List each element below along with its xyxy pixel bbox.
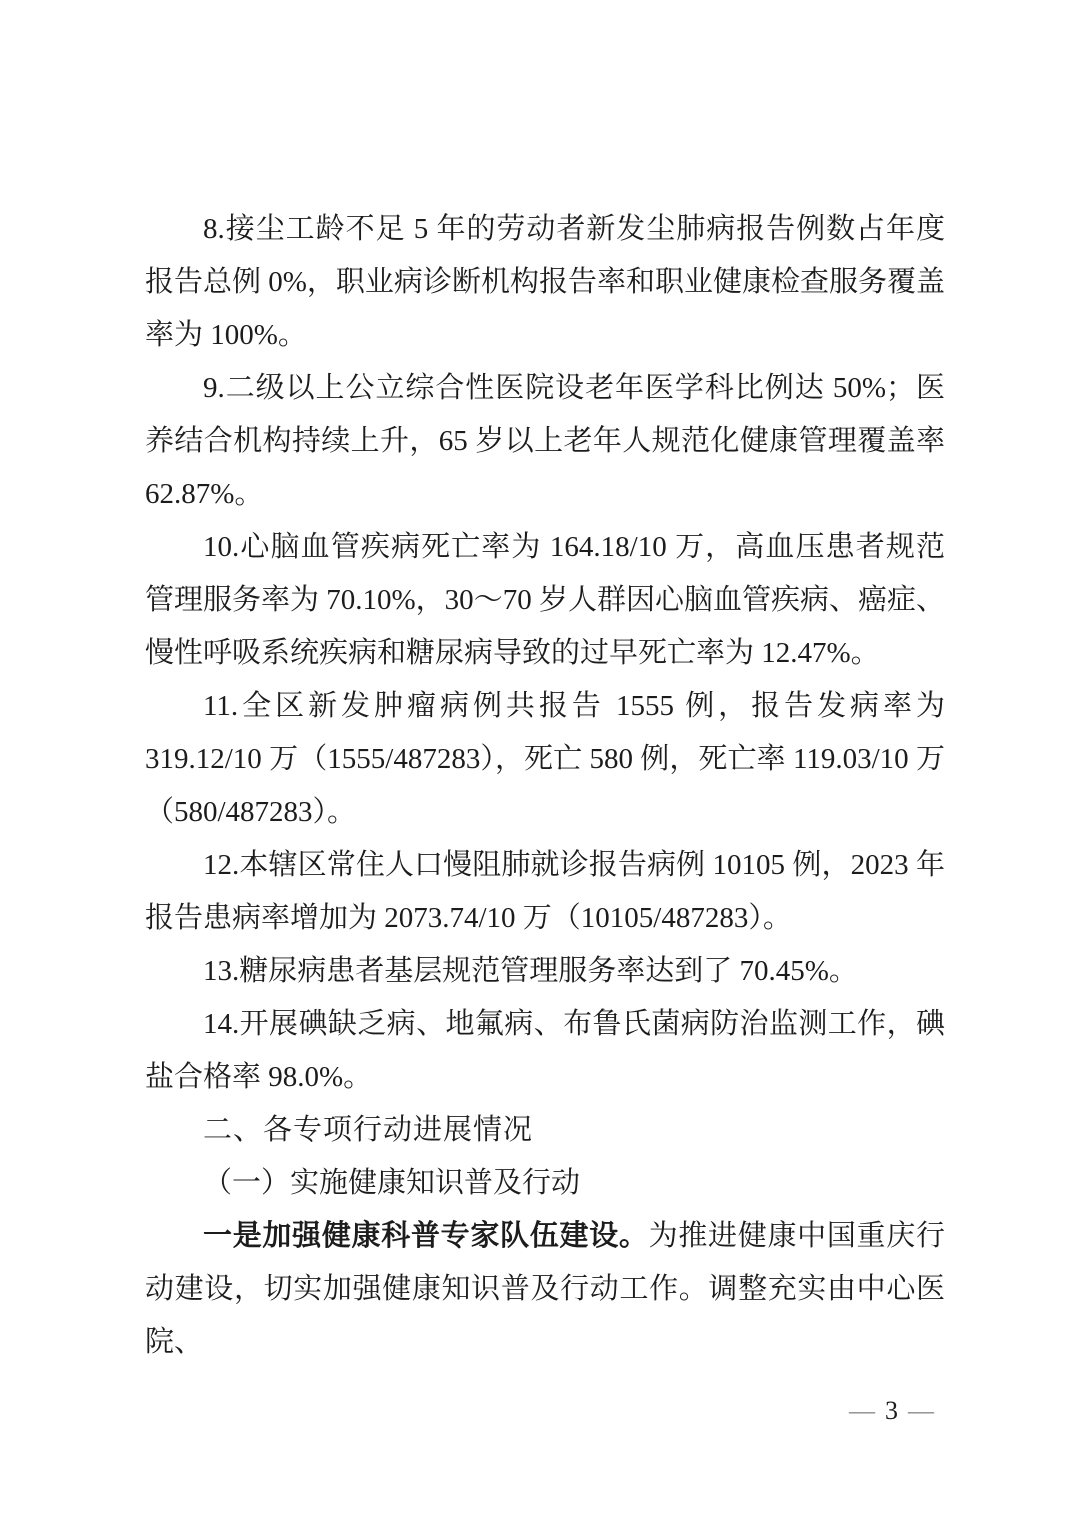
lead-paragraph-rest: 为推进健康中国重庆行动建设，切实加强健康知识普及行动工作。调整充实由中心医院、 — [145, 1220, 945, 1358]
body-paragraph-8: 8.接尘工龄不足 5 年的劳动者新发尘肺病报告例数占年度报告总例 0%，职业病诊断机构报告率和职业健康检查服务覆盖率为 100%。 — [145, 213, 945, 351]
page-number-left-dash: — — [849, 1396, 875, 1425]
page-footer — [839, 1396, 944, 1426]
body-paragraph-9: 9.二级以上公立综合性医院设老年医学科比例达 50%；医养结合机构持续上升，65 岁以上老年人规范化健康管理覆盖率 62.87%。 — [145, 372, 945, 510]
body-paragraph-12: 12.本辖区常住人口慢阻肺就诊报告病例 10105 例，2023 年报告患病率增加为 2073.74/10 万（10105/487283）。 — [145, 849, 945, 934]
lead-phrase: 一是加强健康科普专家队伍建设。 — [203, 1220, 649, 1252]
section-heading: 二、各专项行动进展情况 — [203, 1114, 534, 1146]
body-paragraph-10: 10.心脑血管疾病死亡率为 164.18/10 万，高血压患者规范管理服务率为 70.10%，30～70 岁人群因心脑血管疾病、癌症、慢性呼吸系统疾病和糖尿病导致的过早死亡率为 12.47%。 — [145, 531, 945, 669]
subsection-heading: （一）实施健康知识普及行动 — [203, 1167, 581, 1199]
page-number: 3 — [885, 1396, 898, 1425]
body-paragraph-11: 11.全区新发肿瘤病例共报告 1555 例，报告发病率为 319.12/10 万（1555/487283），死亡 580 例，死亡率 119.03/10 万（580/487283）。 — [145, 690, 945, 828]
lead-paragraph — [145, 1210, 945, 1369]
body-paragraph-14: 14.开展碘缺乏病、地氟病、布鲁氏菌病防治监测工作，碘盐合格率 98.0%。 — [145, 1008, 945, 1093]
page-number-right-dash: — — [908, 1396, 934, 1425]
body-paragraph-13: 13.糖尿病患者基层规范管理服务率达到了 70.45%。 — [203, 955, 858, 987]
document-body — [145, 203, 945, 1369]
